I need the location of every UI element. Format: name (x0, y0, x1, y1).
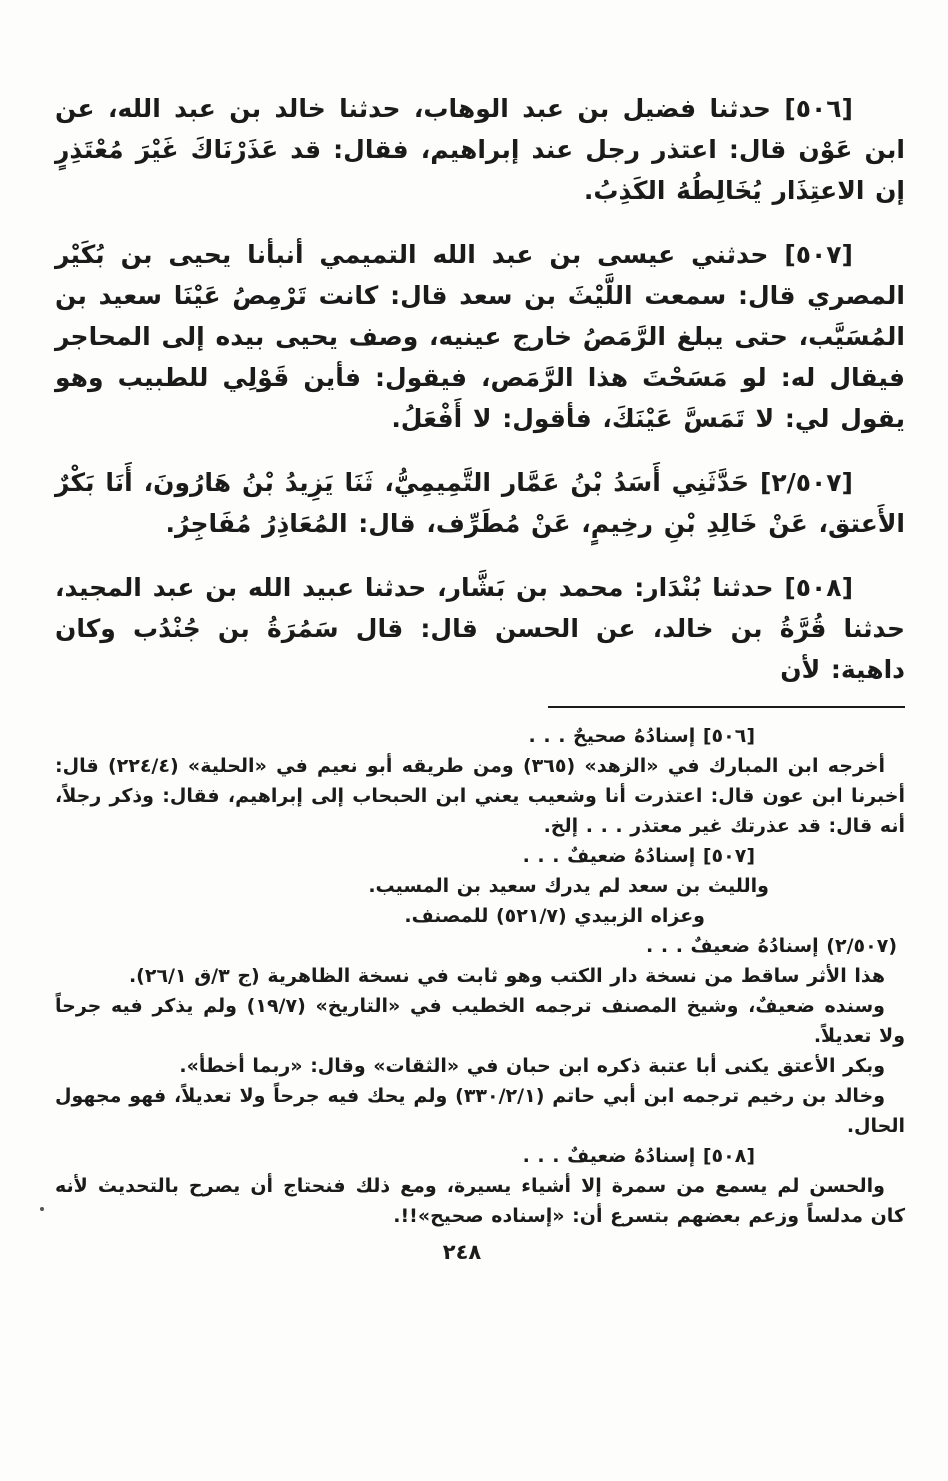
footnote-line: وبكر الأعتق يكنى أبا عتبة ذكره ابن حبان في «الثقات» وقال: «ربما أخطأ». (179, 1055, 885, 1077)
footnote-line: (٢/٥٠٧) إسنادُهُ ضعيفٌ . . . (646, 935, 897, 957)
page-number: ٢٤٨ (442, 1240, 482, 1264)
hadith-text: حدثني عيسى بن عبد الله التميمي أنبأنا يحيى بن بُكَيْر المصري قال: سمعت اللَّيْثَ بن سعد قال: كانت تَرْمِصُ عَيْنَا سعيد بن المُسَيَّب، حتى يبلغ الرَّمَصُ خارج عينيه، وصف يحيى بيده إلى المحاجر فيقال له: لو مَسَحْتَ هذا الرَّمَص، فيقول: فأين قَوْلِي للطبيب وهو يقول لي: لا تَمَسَّ عَيْنَكَ، فأقول: لا أَفْعَلُ. (55, 240, 905, 433)
footnote-line: هذا الأثر ساقط من نسخة دار الكتب وهو ثابت في نسخة الظاهرية (ج ٣/ق ٢٦/١). (128, 965, 885, 987)
scan-artifact-dot (40, 1207, 44, 1211)
hadith-ref-number: [٥٠٧] (784, 240, 853, 269)
hadith-ref-number: [٥٠٨] (784, 573, 853, 602)
footnote-line: [٥٠٨] إسنادُهُ ضعيفٌ . . . (522, 1145, 755, 1167)
footnotes-section (55, 721, 905, 1231)
main-text-section (55, 88, 905, 690)
footnote-line: أخرجه ابن المبارك في «الزهد» (٣٦٥) ومن طريقه أبو نعيم في «الحلية» (٢٢٤/٤) قال: أخبرنا ابن عون قال: اعتذرت أنا وشعيب يعني ابن الحبحاب إلى إبراهيم، فقال: وذكر رجلاً، أنه قال: قد عذرتك غير معتذر . . . إلخ. (55, 755, 905, 837)
hadith-paragraph (55, 88, 905, 211)
hadith-paragraph (55, 234, 905, 439)
footnote-line: والحسن لم يسمع من سمرة إلا أشياء يسيرة، ومع ذلك فنحتاج أن يصرح بالتحديث لأنه كان مدلساً وزعم بعضهم بتسرع أن: «إسناده صحيح»!!. (55, 1175, 905, 1227)
footnote-line: والليث بن سعد لم يدرك سعيد بن المسيب. (368, 875, 769, 897)
footnote-line: [٥٠٦] إسنادُهُ صحيحٌ . . . (528, 725, 755, 747)
footnote-line: وعزاه الزبيدي (٥٢١/٧) للمصنف. (404, 905, 705, 927)
hadith-text: حدثنا فضيل بن عبد الوهاب، حدثنا خالد بن عبد الله، عن ابن عَوْن قال: اعتذر رجل عند إبراهيم، فقال: قد عَذَرْنَاكَ غَيْرَ مُعْتَذِرٍ إن الاعتِذَار يُخَالِطُهُ الكَذِبُ. (55, 94, 905, 205)
hadith-text: حَدَّثَنِي أَسَدُ بْنُ عَمَّار التَّمِيمِيُّ، ثَنَا يَزِيدُ بْنُ هَارُونَ، أَنَا بَكْرٌ الأَعتق، عَنْ خَالِدِ بْنِ رخِيمٍ، عَنْ مُطَرِّف، قال: المُعَاذِرُ مُفَاجِرُ. (55, 468, 905, 538)
hadith-ref-number: [٢/٥٠٧] (759, 468, 853, 497)
footnote-line: وسنده ضعيفٌ، وشيخ المصنف ترجمه الخطيب في «التاريخ» (١٩/٧) ولم يذكر فيه جرحاً ولا تعديلاً. (55, 995, 905, 1047)
footnote-line: وخالد بن رخيم ترجمه ابن أبي حاتم (٣٣٠/٢/١) ولم يحك فيه جرحاً ولا تعديلاً، فهو مجهول الحال. (55, 1085, 905, 1137)
hadith-paragraph (55, 567, 905, 690)
hadith-text: حدثنا بُنْدَار: محمد بن بَشَّار، حدثنا عبيد الله بن عبد المجيد، حدثنا قُرَّةُ بن خالد، عن الحسن قال: قال سَمُرَةُ بن جُنْدُب وكان داهية: لأن (55, 573, 905, 684)
hadith-paragraph (55, 462, 905, 544)
footnote-divider (548, 706, 905, 708)
hadith-ref-number: [٥٠٦] (784, 94, 853, 123)
footnote-line: [٥٠٧] إسنادُهُ ضعيفٌ . . . (522, 845, 755, 867)
